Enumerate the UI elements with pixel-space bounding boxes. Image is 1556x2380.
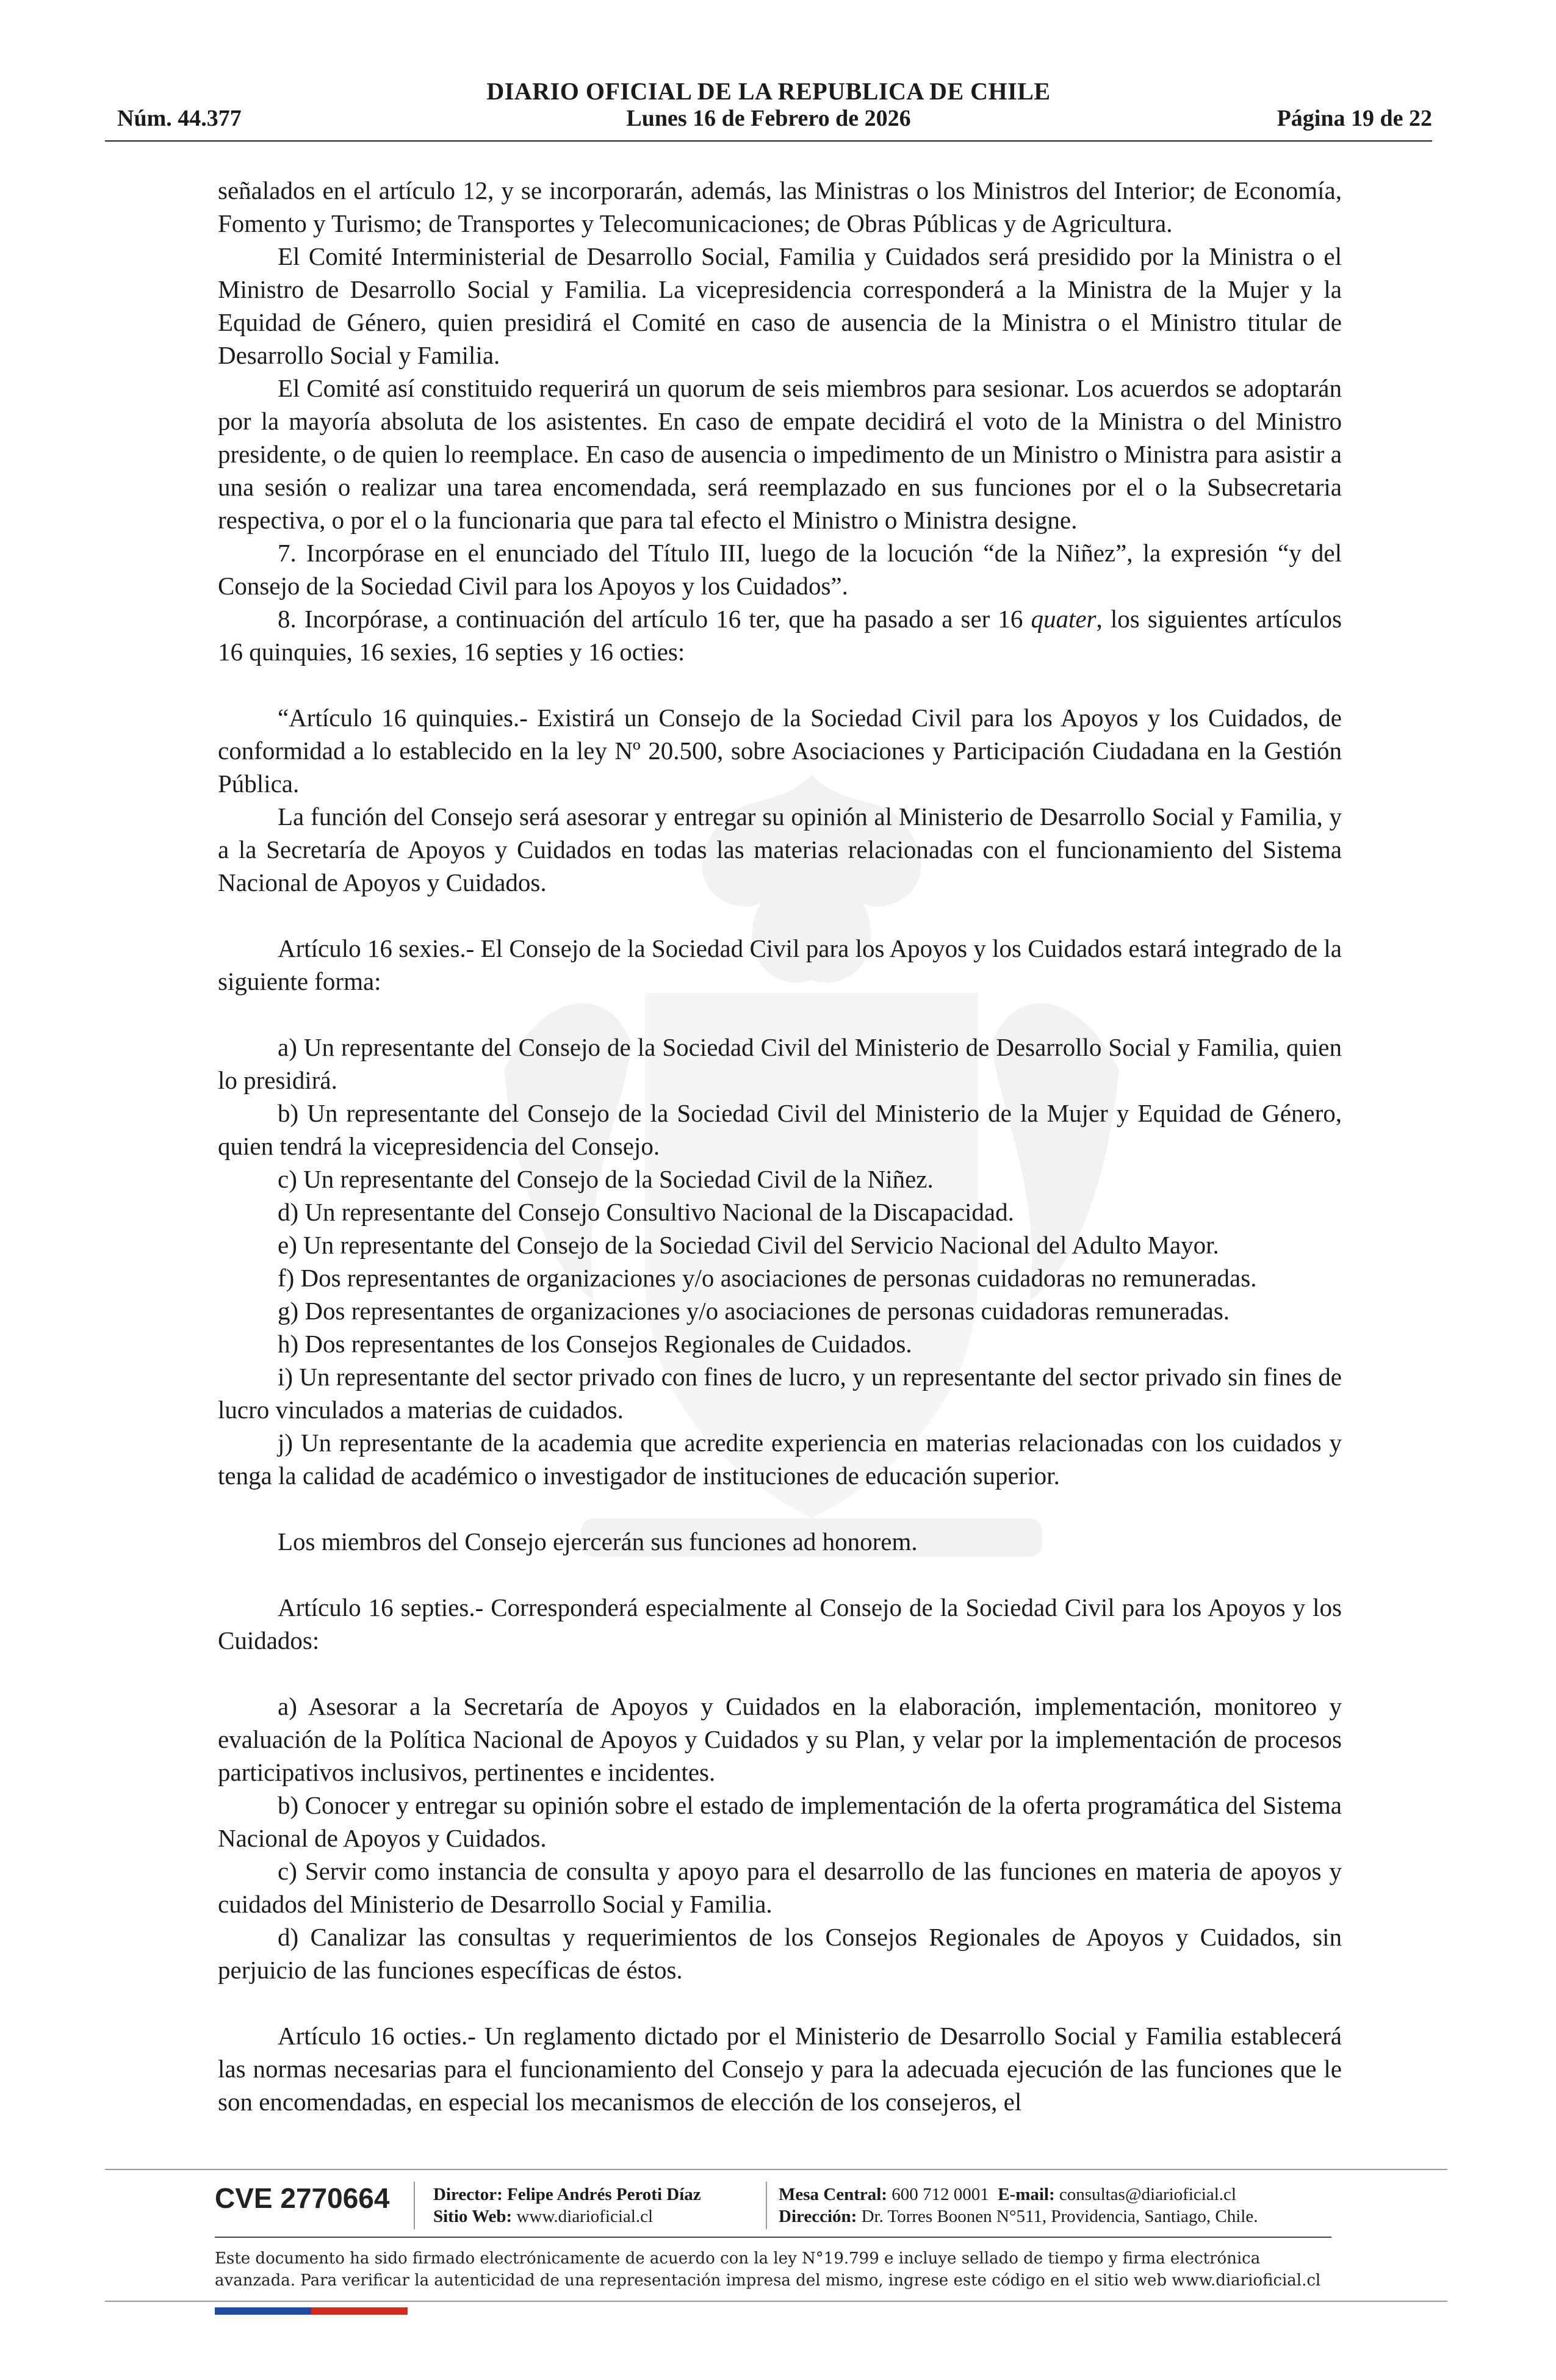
amendment-8-text-a: 8. Incorpórase, a continuación del artículo 16 ter, que ha pasado a ser 16 <box>278 605 1031 633</box>
paragraph-comite-presidencia: El Comité Interministerial de Desarrollo Social, Familia y Cuidados será presidido por la Ministra o el Ministro de Desarrollo Social y Familia. La vicepresidencia corresponderá a la Ministra de la Mujer y la Equidad de Género, quien presidirá el Comité en caso de ausencia de la Ministra o el Ministro titular de Desarrollo Social y Familia. <box>218 242 1342 369</box>
footer-divider-middle <box>215 2237 1331 2238</box>
list-item: j) Un representante de la academia que acredite experiencia en materias relacionadas con los cuidados y tenga la calidad de académico o investigador de instituciones de educación superior. <box>218 1429 1342 1490</box>
email-link[interactable]: consultas@diarioficial.cl <box>1059 2185 1236 2204</box>
list-item: b) Un representante del Consejo de la Sociedad Civil del Ministerio de la Mujer y Equidad de Género, quien tendrá la vicepresidencia del Consejo. <box>218 1099 1342 1160</box>
list-item: d) Canalizar las consultas y requerimientos de los Consejos Regionales de Apoyos y Cuidados, sin perjuicio de las funciones específicas de éstos. <box>218 1923 1342 1984</box>
article-16-octies: Artículo 16 octies.- Un reglamento dictado por el Ministerio de Desarrollo Social y Familia establecerá las normas necesarias para el funcionamiento del Consejo y para la adecuada ejecución de las funciones que le son encomendadas, en especial los mecanismos de elección de los consejeros, el <box>218 2022 1342 2116</box>
list-item: f) Dos representantes de organizaciones y/o asociaciones de personas cuidadoras no remuneradas. <box>278 1264 1257 1292</box>
list-item: d) Un representante del Consejo Consultivo Nacional de la Discapacidad. <box>278 1198 1014 1226</box>
mesa-central-label: Mesa Central: <box>779 2185 887 2204</box>
list-item: a) Asesorar a la Secretaría de Apoyos y Cuidados en la elaboración, implementación, monitoreo y evaluación de la Política Nacional de Apoyos y Cuidados y su Plan, y velar por la implementación de procesos participativos inclusivos, pertinentes e incidentes. <box>218 1692 1342 1786</box>
paragraph-comite-quorum: El Comité así constituido requerirá un quorum de seis miembros para sesionar. Los acuerdos se adoptarán por la mayoría absoluta de los asistentes. En caso de empate decidirá el voto de la Ministra o del Ministro presidente, o de quien lo reemplace. En caso de ausencia o impedimento de un Ministro o Ministra para asistir a una sesión o realizar una tarea encomendada, será reemplazado en sus funciones por el o la Subsecretaria respectiva, o por el o la funcionaria que para tal efecto el Ministro o Ministra designe. <box>218 374 1342 534</box>
address-value: Dr. Torres Boonen N°511, Providencia, Santiago, Chile. <box>861 2207 1258 2226</box>
amendment-8-text-b: , los siguientes artículos 16 quinquies, 16 sexies, 16 septies y 16 octies: <box>218 605 1342 666</box>
publication-date: Lunes 16 de Febrero de 2026 <box>626 106 911 131</box>
director-label: Director: <box>433 2185 503 2204</box>
flag-stripe-blue <box>215 2307 311 2315</box>
publication-title: DIARIO OFICIAL DE LA REPUBLICA DE CHILE <box>486 78 1051 105</box>
footer-separator <box>766 2182 767 2229</box>
footer-separator <box>414 2182 415 2229</box>
footer-contact-block <box>779 2183 1258 2227</box>
issue-number: Núm. 44.377 <box>117 106 242 131</box>
list-item: a) Un representante del Consejo de la Sociedad Civil del Ministerio de Desarrollo Social y Familia, quien lo presidirá. <box>218 1033 1342 1094</box>
list-item: e) Un representante del Consejo de la Sociedad Civil del Servicio Nacional del Adulto Mayor. <box>278 1231 1219 1259</box>
director-name: Felipe Andrés Peroti Díaz <box>507 2185 701 2204</box>
paragraph-continuation: señalados en el artículo 12, y se incorporarán, además, las Ministras o los Ministros del Interior; de Economía, Fomento y Turismo; de Transportes y Telecomunicaciones; de Obras Públicas y de Agricultura. <box>218 176 1342 237</box>
footer-director-block <box>433 2183 701 2227</box>
address-label: Dirección: <box>779 2207 857 2226</box>
page-indicator: Página 19 de 22 <box>1277 106 1432 131</box>
list-item: i) Un representante del sector privado con fines de lucro, y un representante del sector privado sin fines de lucro vinculados a materias de cuidados. <box>218 1363 1342 1424</box>
article-16-sexies: Artículo 16 sexies.- El Consejo de la Sociedad Civil para los Apoyos y los Cuidados estará integrado de la siguiente forma: <box>218 934 1342 995</box>
mesa-central-phone: 600 712 0001 <box>891 2185 989 2204</box>
article-16-septies: Artículo 16 septies.- Corresponderá especialmente al Consejo de la Sociedad Civil para los Apoyos y los Cuidados: <box>218 1593 1342 1654</box>
footer-divider-top <box>105 2169 1447 2170</box>
list-item: c) Servir como instancia de consulta y apoyo para el desarrollo de las funciones en materia de apoyos y cuidados del Ministerio de Desarrollo Social y Familia. <box>218 1857 1342 1918</box>
flag-stripe-red <box>311 2307 408 2315</box>
electronic-signature-notice <box>215 2248 1338 2292</box>
list-item: h) Dos representantes de los Consejos Regionales de Cuidados. <box>278 1330 912 1358</box>
amendment-7: 7. Incorpórase en el enunciado del Título III, luego de la locución “de la Niñez”, la expresión “y del Consejo de la Sociedad Civil para los Apoyos y los Cuidados”. <box>218 539 1342 600</box>
list-item: g) Dos representantes de organizaciones y/o asociaciones de personas cuidadoras remuneradas. <box>278 1297 1230 1325</box>
website-link[interactable]: www.diarioficial.cl <box>516 2207 654 2226</box>
paragraph-consejo-funcion: La función del Consejo será asesorar y entregar su opinión al Ministerio de Desarrollo Social y Familia, y a la Secretaría de Apoyos y Cuidados en todas las materias relacionadas con el funcionamiento del Sistema Nacional de Apoyos y Cuidados. <box>218 802 1342 896</box>
amendment-8-italic: quater <box>1031 605 1097 633</box>
header-divider <box>105 140 1432 142</box>
amendment-8 <box>218 602 1342 668</box>
footer-divider-bottom <box>105 2301 1447 2302</box>
legal-line: avanzada. Para verificar la autenticidad de una representación impresa del mismo, ingrese este código en el sitio web www.diarioficial.cl <box>215 2271 1321 2290</box>
website-label: Sitio Web: <box>433 2207 513 2226</box>
list-item: c) Un representante del Consejo de la Sociedad Civil de la Niñez. <box>278 1165 934 1193</box>
cve-code: CVE 2770664 <box>215 2182 390 2214</box>
page-header <box>105 73 1432 146</box>
article-16-quinquies: “Artículo 16 quinquies.- Existirá un Consejo de la Sociedad Civil para los Apoyos y los Cuidados, de conformidad a lo establecido en la ley Nº 20.500, sobre Asociaciones y Participación Ciudadana en la Gestión Pública. <box>218 704 1342 798</box>
paragraph-ad-honorem: Los miembros del Consejo ejercerán sus funciones ad honorem. <box>278 1527 918 1556</box>
list-item: b) Conocer y entregar su opinión sobre el estado de implementación de la oferta programática del Sistema Nacional de Apoyos y Cuidados. <box>218 1791 1342 1852</box>
email-label: E-mail: <box>998 2185 1055 2204</box>
legal-line: Este documento ha sido firmado electrónicamente de acuerdo con la ley N°19.799 e incluye sellado de tiempo y firma electrónica <box>215 2249 1261 2268</box>
document-body <box>218 174 1342 2118</box>
